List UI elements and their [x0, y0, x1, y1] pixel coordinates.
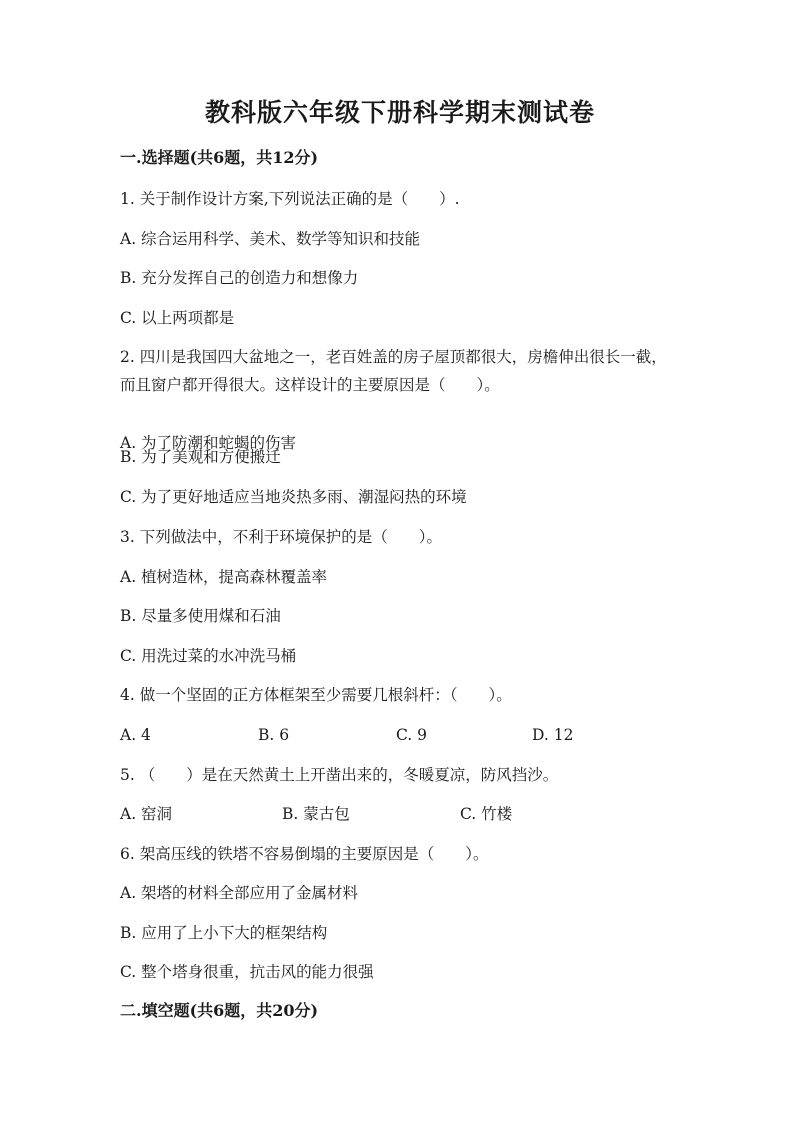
- question-1-option-c: C. 以上两项都是: [120, 309, 235, 327]
- question-4-option-b: B. 6: [258, 726, 290, 744]
- question-6-option-a: A. 架塔的材料全部应用了金属材料: [120, 884, 359, 902]
- question-1-stem: 1. 关于制作设计方案,下列说法正确的是（ ）.: [120, 190, 460, 208]
- question-2-option-a: A. 为了防潮和蛇蝎的伤害: [120, 434, 297, 452]
- question-4-options: [120, 724, 680, 746]
- question-5-stem: 5. （ ）是在天然黄土上开凿出来的，冬暖夏凉，防风挡沙。: [120, 766, 559, 784]
- question-4-option-c: C. 9: [396, 726, 428, 744]
- question-4-option-a: A. 4: [120, 726, 151, 744]
- question-6-stem: 6. 架高压线的铁塔不容易倒塌的主要原因是（ ）。: [120, 845, 489, 863]
- question-4-option-d: D. 12: [532, 726, 574, 744]
- question-3-option-c: C. 用洗过菜的水冲洗马桶: [120, 647, 297, 665]
- question-1-option-a: A. 综合运用科学、美术、数学等知识和技能: [120, 230, 421, 248]
- section-heading-choice: 一.选择题(共6题，共12分): [120, 148, 319, 167]
- question-2-option-b: B. 为了美观和方便搬迁: [120, 448, 281, 466]
- question-5-options: [120, 803, 680, 825]
- question-3-stem: 3. 下列做法中，不利于环境保护的是（ ）。: [120, 528, 442, 546]
- question-6-option-b: B. 应用了上小下大的框架结构: [120, 924, 328, 942]
- section-heading-fill: 二.填空题(共6题，共20分): [120, 1001, 319, 1020]
- question-6-option-c: C. 整个塔身很重，抗击风的能力很强: [120, 963, 374, 981]
- page-title: 教科版六年级下册科学期末测试卷: [204, 98, 595, 127]
- question-5-option-c: C. 竹楼: [460, 805, 513, 823]
- question-5-option-a: A. 窑洞: [120, 805, 173, 823]
- question-4-stem: 4. 做一个坚固的正方体框架至少需要几根斜杆：（ ）。: [120, 686, 512, 704]
- question-5-option-b: B. 蒙古包: [282, 805, 350, 823]
- question-3-option-b: B. 尽量多使用煤和石油: [120, 607, 281, 625]
- question-2-stem: 2. 四川是我国四大盆地之一，老百姓盖的房子屋顶都很大，房檐伸出很长一截，而且窗户都开得很大。这样设计的主要原因是（ ）。: [120, 348, 667, 394]
- question-2-option-c: C. 为了更好地适应当地炎热多雨、潮湿闷热的环境: [120, 488, 467, 506]
- question-3-option-a: A. 植树造林，提高森林覆盖率: [120, 568, 328, 586]
- question-1-option-b: B. 充分发挥自己的创造力和想像力: [120, 269, 359, 287]
